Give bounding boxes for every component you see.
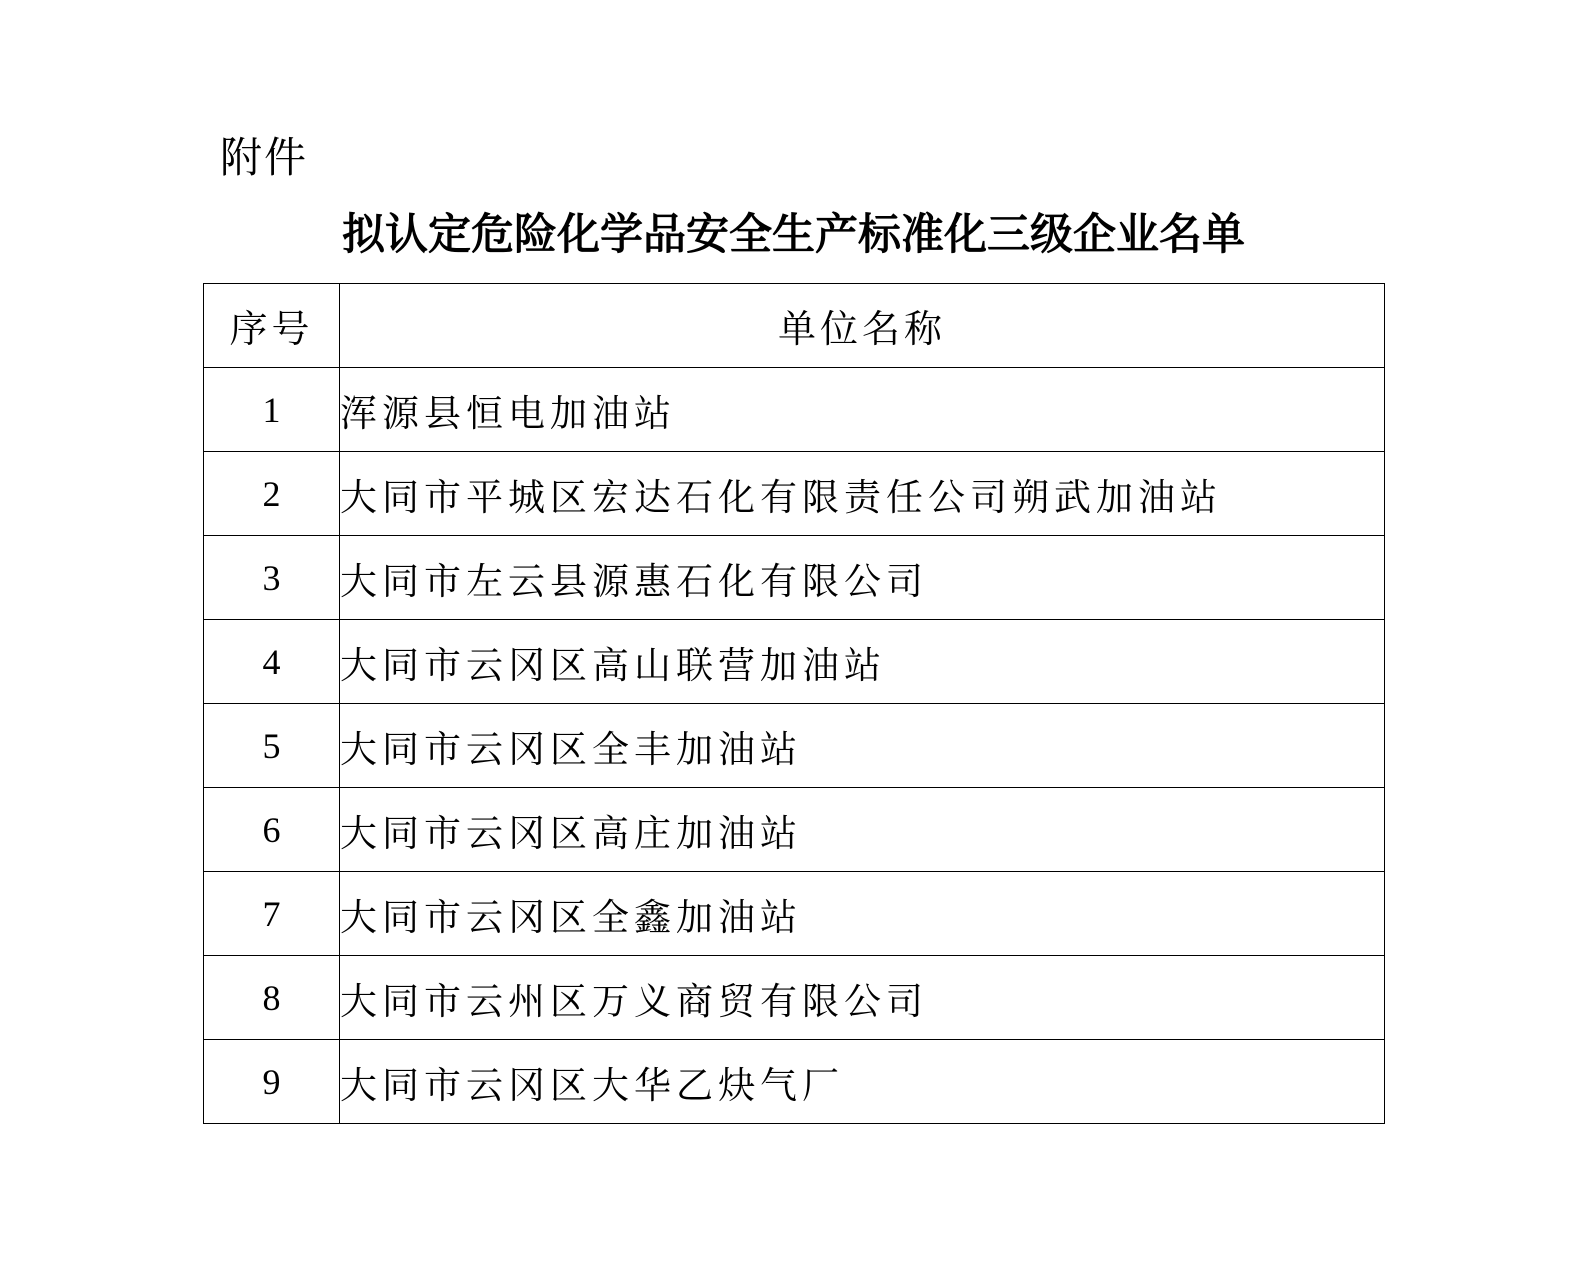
row-seq: 9	[204, 1040, 340, 1124]
row-company-name: 大同市云冈区高庄加油站	[340, 788, 1385, 872]
row-seq: 6	[204, 788, 340, 872]
company-list-table	[203, 283, 1385, 1124]
row-company-name: 大同市云冈区全丰加油站	[340, 704, 1385, 788]
table-row	[204, 452, 1385, 536]
row-seq: 1	[204, 368, 340, 452]
table-row	[204, 368, 1385, 452]
table-row	[204, 620, 1385, 704]
row-seq: 8	[204, 956, 340, 1040]
row-company-name: 大同市云冈区大华乙炔气厂	[340, 1040, 1385, 1124]
header-seq: 序号	[204, 284, 340, 368]
row-company-name: 大同市平城区宏达石化有限责任公司朔武加油站	[340, 452, 1385, 536]
row-seq: 2	[204, 452, 340, 536]
row-seq: 7	[204, 872, 340, 956]
table-row	[204, 536, 1385, 620]
header-company-name: 单位名称	[340, 284, 1385, 368]
row-seq: 5	[204, 704, 340, 788]
table-row	[204, 704, 1385, 788]
table-row	[204, 956, 1385, 1040]
row-seq: 3	[204, 536, 340, 620]
attachment-label: 附件	[220, 133, 309, 182]
row-company-name: 大同市左云县源惠石化有限公司	[340, 536, 1385, 620]
row-company-name: 浑源县恒电加油站	[340, 368, 1385, 452]
table-row	[204, 1040, 1385, 1124]
row-company-name: 大同市云冈区全鑫加油站	[340, 872, 1385, 956]
row-seq: 4	[204, 620, 340, 704]
document-title: 拟认定危险化学品安全生产标准化三级企业名单	[342, 210, 1245, 260]
table-header-row	[204, 284, 1385, 368]
row-company-name: 大同市云州区万义商贸有限公司	[340, 956, 1385, 1040]
table-row	[204, 872, 1385, 956]
row-company-name: 大同市云冈区高山联营加油站	[340, 620, 1385, 704]
table-row	[204, 788, 1385, 872]
